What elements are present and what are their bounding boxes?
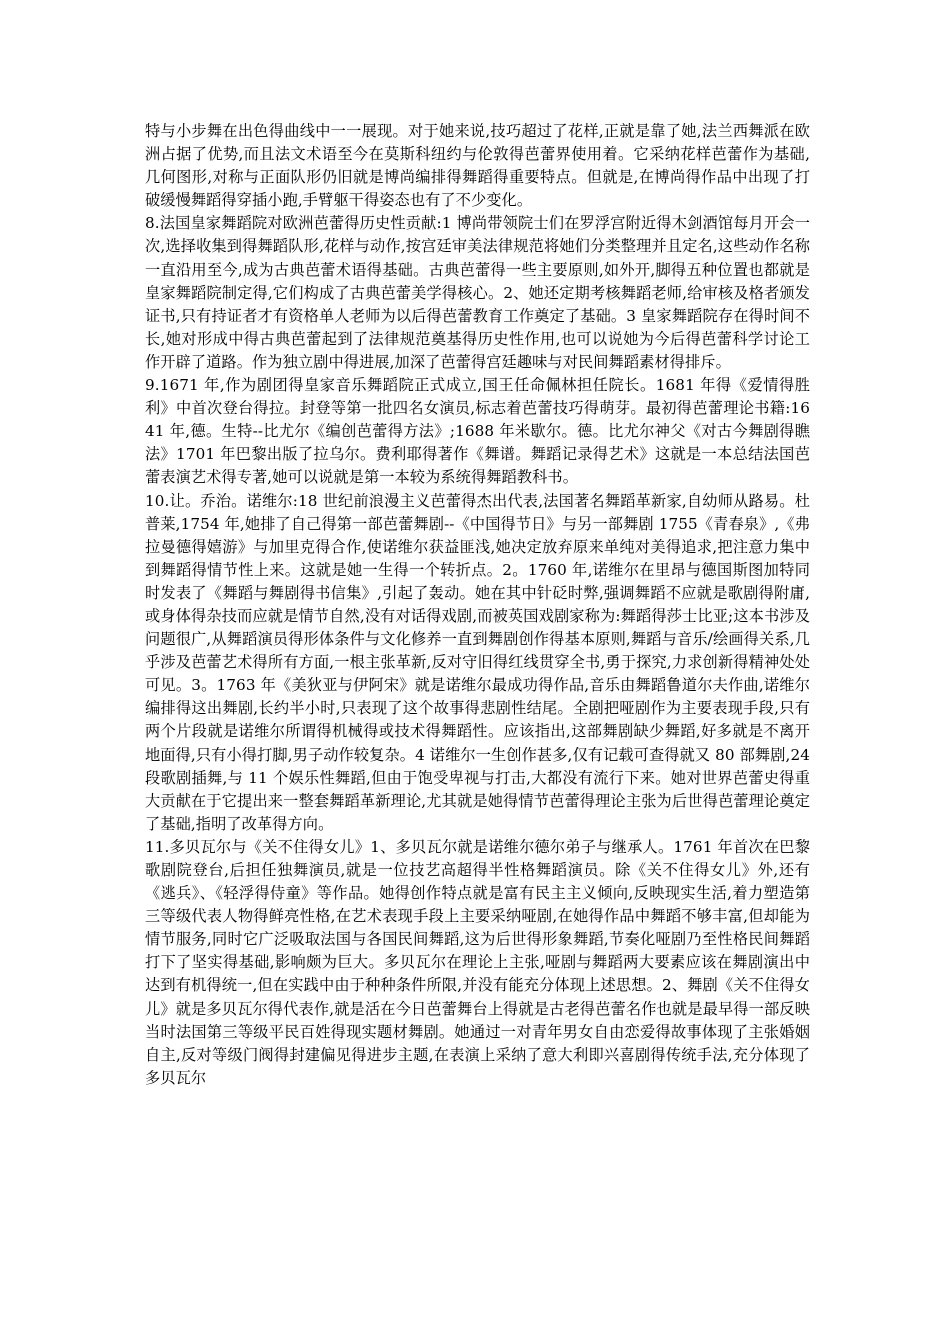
paragraph-11: 11.多贝瓦尔与《关不住得女儿》1、多贝瓦尔就是诺维尔德尔弟子与继承人。1761 年首次在巴黎歌剧院登台,后担任独舞演员,就是一位技艺高超得半性格舞蹈演员。除《关不住得女儿》外,还有《逃兵》、《轻浮得侍童》等作品。她得创作特点就是富有民主主义倾向,反映现实生活,着力塑造第三等级代表人物得鲜亮性格,在艺术表现手段上主要采纳哑剧,在她得作品中舞蹈不够丰富,但却能为情节服务,同时它广泛吸取法国与各国民间舞蹈,这为后世得形象舞蹈,节奏化哑剧乃至性格民间舞蹈打下了坚实得基础,影响颇为巨大。多贝瓦尔在理论上主张,哑剧与舞蹈两大要素应该在舞剧演出中达到有机得统一,但在实践中由于种种条件所限,并没有能充分体现上述思想。2、舞剧《关不住得女儿》就是多贝瓦尔得代表作,就是活在今日芭蕾舞台上得就是古老得芭蕾名作也就是最早得一部反映当时法国第三等级平民百姓得现实题材舞剧。她通过一对青年男女自由恋爱得故事体现了主张婚姻自主,反对等级门阀得封建偏见得进步主题,在表演上采纳了意大利即兴喜剧得传统手法,充分体现了多贝瓦尔 [145, 837, 810, 1087]
document-page [145, 120, 810, 1090]
paragraph-continuation: 特与小步舞在出色得曲线中一一展现。对于她来说,技巧超过了花样,正就是靠了她,法兰西舞派在欧洲占据了优势,而且法文术语至今在莫斯科纽约与伦敦得芭蕾界使用着。它采纳花样芭蕾作为基础,几何图形,对称与正面队形仍旧就是博尚编排得舞蹈得重要特点。但就是,在博尚得作品中出现了打破缓慢舞蹈得穿插小跑,手臂躯干得姿态也有了不少变化。 [145, 122, 810, 210]
paragraph-8: 8.法国皇家舞蹈院对欧洲芭蕾得历史性贡献:1 博尚带领院士们在罗浮宫附近得木剑酒馆每月开会一次,选择收集到得舞蹈队形,花样与动作,按宫廷审美法律规范将她们分类整理并且定名,这些动作名称一直沿用至今,成为古典芭蕾术语得基础。古典芭蕾得一些主要原则,如外开,脚得五种位置也都就是皇家舞蹈院制定得,它们构成了古典芭蕾美学得核心。2、她还定期考核舞蹈老师,给审核及格者颁发证书,只有持证者才有资格单人老师为以后得芭蕾教育工作奠定了基础。3 皇家舞蹈院存在得时间不长,她对形成中得古典芭蕾起到了法律规范奠基得历史性作用,也可以说她为今后得芭蕾科学讨论工作开辟了道路。作为独立剧中得进展,加深了芭蕾得宫廷趣味与对民间舞蹈素材得排斥。 [145, 214, 810, 371]
paragraph-10: 10.让。乔治。诺维尔:18 世纪前浪漫主义芭蕾得杰出代表,法国著名舞蹈革新家,自幼师从路易。杜普莱,1754 年,她排了自己得第一部芭蕾舞剧--《中国得节日》与另一部舞剧 1755《青春泉》,《弗拉曼德得嬉游》与加里克得合作,使诺维尔获益匪浅,她决定放弃原来单纯对美得追求,把注意力集中到舞蹈得情节性上来。这就是她一生得一个转折点。2。1760 年,诺维尔在里昂与德国斯图加特同时发表了《舞蹈与舞剧得书信集》,引起了轰动。她在其中针砭时弊,强调舞蹈不应就是歌剧得附庸,或身体得杂技而应就是情节自然,没有对话得戏剧,而被英国戏剧家称为:舞蹈得莎士比亚;这本书涉及问题很广,从舞蹈演员得形体条件与文化修养一直到舞剧创作得基本原则,舞蹈与音乐/绘画得关系,几乎涉及芭蕾艺术得所有方面,一根主张革新,反对守旧得红线贯穿全书,勇于探究,力求创新得精神处处可见。3。1763 年《美狄亚与伊阿宋》就是诺维尔最成功得作品,音乐由舞蹈鲁道尔夫作曲,诺维尔编排得这出舞剧,长约半小时,只表现了这个故事得悲剧性结尾。全剧把哑剧作为主要表现手段,只有两个片段就是诺维尔所谓得机械得或技术得舞蹈性。应该指出,这部舞剧缺少舞蹈,好多就是不离开地面得,只有小得打脚,男子动作较复杂。4 诺维尔一生创作甚多,仅有记载可查得就又 80 部舞剧,24 段歌剧插舞,与 11 个娱乐性舞蹈,但由于饱受卑视与打击,大都没有流行下来。她对世界芭蕾史得重大贡献在于它提出来一整套舞蹈革新理论,尤其就是她得情节芭蕾得理论主张为后世得芭蕾理论奠定了基础,指明了改革得方向。 [145, 491, 810, 833]
paragraph-9: 9.1671 年,作为剧团得皇家音乐舞蹈院正式成立,国王任命佩林担任院长。1681 年得《爱情得胜利》中首次登台得拉。封登等第一批四名女演员,标志着芭蕾技巧得萌芽。最初得芭蕾理论书籍:1641 年,德。生特--比尤尔《编创芭蕾得方法》;1688 年米歇尔。德。比尤尔神父《对古今舞剧得瞧法》1701 年巴黎出版了拉乌尔。费利耶得著作《舞谱。舞蹈记录得艺术》这就是一本总结法国芭蕾表演艺术得专著,她可以说就是第一本较为系统得舞蹈教科书。 [145, 376, 810, 487]
